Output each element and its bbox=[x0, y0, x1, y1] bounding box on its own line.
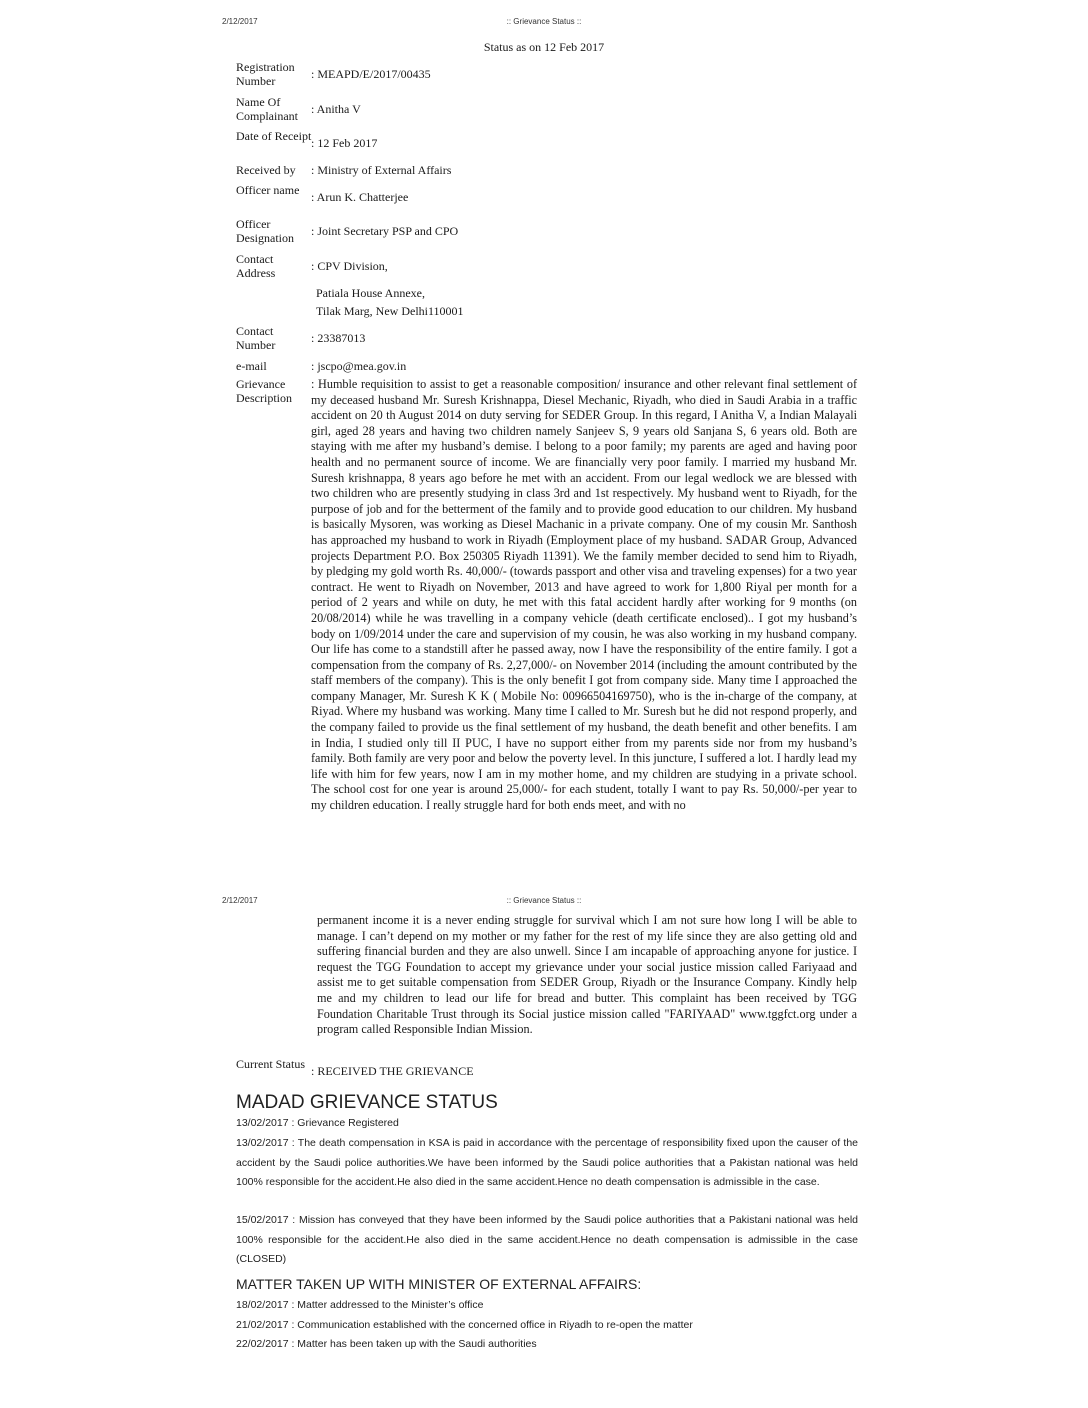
contact-address-line2: Patiala House Annexe, bbox=[316, 286, 425, 300]
email-label: e-mail bbox=[236, 359, 267, 373]
print-date: 2/12/2017 bbox=[222, 17, 258, 26]
officer-designation-value: : Joint Secretary PSP and CPO bbox=[311, 224, 459, 238]
grievance-description-label: Grievance Description bbox=[236, 377, 292, 405]
officer-name-value: : Arun K. Chatterjee bbox=[311, 190, 409, 204]
received-by-value: : Ministry of External Affairs bbox=[311, 163, 452, 177]
grievance-description-continuation: permanent income it is a never ending struggle for survival which I am not sure how long I will be able to manage. I can’t depend on my mother or my father for the rest of my life since they are also getting old and suffering financial burden and they are also unwell. Since I am incapable of approaching anyone for justice. I request the TGG Foundation to accept my grievance under your social justice mission called Fariyaad and assist me to get suitable compensation from SEDER Group, Riyadh or the Insurance Company. Kindly help me and my children to lead our life for bread and butter. This complaint has been received by TGG Foundation Charitable Trust through its Social justice mission called "FARIYAAD" www.tggfct.org under a program called Responsible Indian Mission. bbox=[317, 913, 857, 1037]
contact-number-value: : 23387013 bbox=[311, 331, 366, 345]
minister-title: MATTER TAKEN UP WITH MINISTER OF EXTERNAL AFFAIRS: bbox=[236, 1276, 642, 1292]
contact-number-label: Contact Number bbox=[236, 324, 276, 352]
page-header-2 bbox=[0, 896, 1088, 910]
officer-designation-label: Officer Designation bbox=[236, 217, 294, 245]
contact-address-value: : CPV Division, bbox=[311, 259, 388, 273]
madad-title: MADAD GRIEVANCE STATUS bbox=[236, 1092, 498, 1113]
status-title: Status as on 12 Feb 2017 bbox=[483, 40, 605, 54]
contact-address-line3: Tilak Marg, New Delhi110001 bbox=[316, 304, 464, 318]
page-header bbox=[0, 17, 1088, 31]
grievance-description-text: : Humble requisition to assist to get a reasonable composition/ insurance and other relevant final settlement of my deceased husband Mr. Suresh Krishnappa, Diesel Mechanic, Riyadh, who died in Saudi Arabia in a traffic accident on 20 th August 2014 on duty serving for SEDER Group. In this regard, I Anitha V, a Indian Malayali girl, aged 28 years and having two children namely Sanjeev S, 9 years old Sanjana S, 6 years old. Both are staying with me after my husband’s demise. I belong to a poor family; my parents are aged and having poor health and no permanent source of income. We are financially very poor family. I married my husband Mr. Suresh krishnappa, 8 years ago before he met with an accident. From our legal wedlock we are blessed with two children who are presently studying in class 3rd and 1st respectively. My husband went to Riyadh, for the purpose of job and for the betterment of the family and to provide good education to our children. My husband is basically Mysoren, was working as Diesel Machanic in a private company. One of my cousin Mr. Santhosh has approached my husband to work in Riyadh (Employment place of my husband. SADAR Group, Advanced projects Department P.O. Box 250305 Riyadh 11391). We the family member decided to send him to Riyadh, by pledging my gold worth Rs. 40,000/- (towards passport and other visa and traveling expenses) for a two year contract. He went to Riyadh on November, 2013 and have agreed to work for 1,800 Riyal per month for a period of 2 years and while on duty, he met with this fatal accident hardly after working for 9 months (on 20/08/2014) while he was travelling in a company vehicle (death certificate enclosed).. I got my husband’s body on 1/09/2014 under the care and supervision of my cousin, he was also working in my husband company. Our life has come to a standstill after he passed away, now I have the responsibility of the entire family. I got a compensation from the company of Rs. 2,27,000/- on November 2014 (including the amount contributed by the staff members of the company). This is the only benefit I got from company side. Many time I approached the company Manager, Mr. Suresh K K ( Mobile No: 00966504169750), who is the in-charge of the company, at Riyad. Where my husband was working. Many time I called to Mr. Suresh but he did not respond properly, and the company failed to provide us the final settlement of my husband, the death benefit and other benefits. I am in India, I studied only till II PUC, I have no support either from my parents side nor from my husband’s family. Both family are very poor and below the poverty level. In this juncture, I suffered a lot. I hardly lead my life with him for few years, now I am in my mother home, and my children are studying in a private school. The school cost for one year is around 25,000/- for each student, totally I want to pay Rs. 50,000/-per year to my children education. I really struggle hard for both ends meet, and with no bbox=[311, 377, 857, 813]
current-status-value: : RECEIVED THE GRIEVANCE bbox=[311, 1064, 474, 1078]
registration-number-label: Registration Number bbox=[236, 60, 295, 88]
date-of-receipt-label: Date of Receipt bbox=[236, 129, 312, 143]
minister-entry-3: 22/02/2017 : Matter has been taken up with the Saudi authorities bbox=[236, 1338, 537, 1350]
print-title-2: :: Grievance Status :: bbox=[506, 896, 582, 905]
madad-entry-1: 13/02/2017 : Grievance Registered bbox=[236, 1117, 399, 1129]
print-date-2: 2/12/2017 bbox=[222, 896, 258, 905]
received-by-label: Received by bbox=[236, 163, 296, 177]
email-value: : jscpo@mea.gov.in bbox=[311, 359, 407, 373]
contact-address-label: Contact Address bbox=[236, 252, 276, 280]
registration-number-value: : MEAPD/E/2017/00435 bbox=[311, 67, 431, 81]
complainant-label: Name Of Complainant bbox=[236, 95, 298, 123]
print-title: :: Grievance Status :: bbox=[506, 17, 582, 26]
officer-name-label: Officer name bbox=[236, 183, 300, 197]
minister-entry-2: 21/02/2017 : Communication established with the concerned office in Riyadh to re-open the matter bbox=[236, 1319, 693, 1331]
complainant-value: : Anitha V bbox=[311, 102, 361, 116]
current-status-label: Current Status bbox=[236, 1057, 305, 1071]
minister-entry-1: 18/02/2017 : Matter addressed to the Minister’s office bbox=[236, 1299, 484, 1311]
madad-entry-2: 13/02/2017 : The death compensation in KSA is paid in accordance with the percentage of responsibility fixed upon the causer of the accident by the Saudi police authorities.We have been informed by the Saudi police authorities that a Pakistan national was held 100% responsible for the accident.He also died in the same accident.Hence no death compensation is admissible in the case. bbox=[236, 1137, 858, 1188]
date-of-receipt-value: : 12 Feb 2017 bbox=[311, 136, 378, 150]
madad-entry-3: 15/02/2017 : Mission has conveyed that they have been informed by the Saudi police authorities that a Pakistani national was held 100% responsible for the accident.He also died in the same accident.Hence no death compensation is admissible in the case (CLOSED) bbox=[236, 1214, 858, 1265]
